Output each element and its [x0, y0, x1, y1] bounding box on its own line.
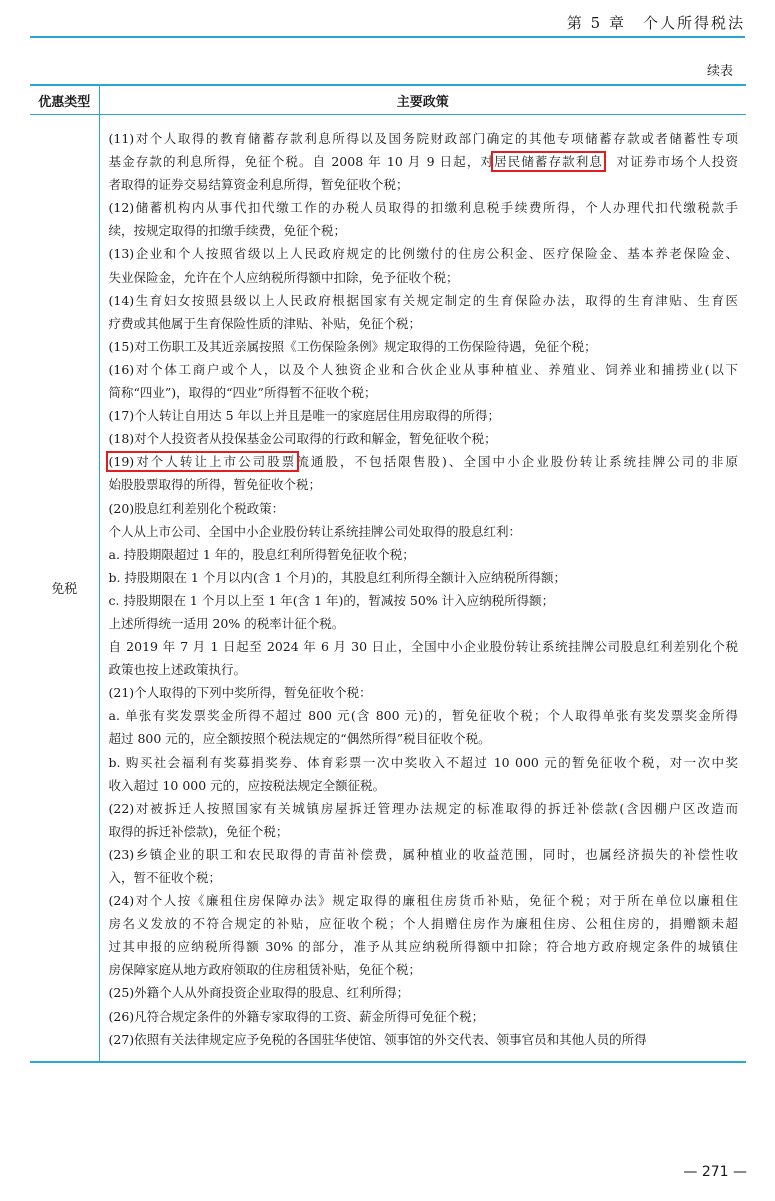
- policy-line: (24)对个人按《廉租住房保障办法》规定取得的廉租住房货币补贴，免征个税；对于所在单位以廉租住: [108, 893, 738, 909]
- policy-line: 过其申报的应纳税所得额 30% 的部分，准予从其应纳税所得额中扣除；符合地方政府规定条件的城镇住: [108, 939, 738, 955]
- policy-line: 基金存款的利息所得，免征个税。自 2008 年 10 月 9 日起，对居民储蓄存款利息，对证券市场个人投资: [108, 154, 738, 170]
- policy-line: (27)依照有关法律规定应予免税的各国驻华使馆、领事馆的外交代表、领事官员和其他人员的所得: [108, 1031, 647, 1047]
- table-row: [30, 115, 746, 1062]
- policy-line: a. 持股期限超过 1 年的，股息红利所得暂免征收个税；: [108, 546, 415, 562]
- policy-line: (21)个人取得的下列中奖所得，暂免征收个税：: [108, 685, 372, 701]
- policy-line: 失业保险金，允许在个人应纳税所得额中扣除，免予征收个税；: [108, 269, 459, 285]
- column-header-type: 优惠类型: [30, 85, 99, 115]
- policy-table: [30, 84, 746, 1063]
- policy-content-cell: [99, 115, 746, 1062]
- page-number: — 271 —: [683, 1164, 747, 1180]
- policy-line: 入，暂不征收个税；: [108, 870, 222, 885]
- table-header-row: [30, 85, 746, 115]
- policy-line: 者取得的证券交易结算资金利息所得，暂免征收个税；: [108, 177, 409, 193]
- policy-line: a. 单张有奖发票奖金所得不超过 800 元(含 800 元)的，暂免征收个税；个人取得单张有奖发票奖金所得: [108, 708, 738, 724]
- policy-line: b. 购买社会福利有奖募捐奖券、体育彩票一次中奖收入不超过 10 000 元的暂免征收个税，对一次中奖: [108, 754, 738, 770]
- policy-line: (19)对个人转让上市公司股票流通股，不包括限售股)、全国中小企业股份转让系统挂牌公司的非原: [108, 454, 738, 470]
- policy-line: (17)个人转让自用达 5 年以上并且是唯一的家庭居住用房取得的所得；: [108, 408, 501, 424]
- policy-line: (20)股息红利差别化个税政策：: [108, 500, 285, 516]
- policy-line: 房保障家庭从地方政府领取的住房租赁补贴，免征个税；: [108, 962, 422, 978]
- policy-line: (16)对个体工商户或个人，以及个人独资企业和合伙企业从事种植业、养殖业、饲养业和捕捞业(以下: [108, 361, 738, 377]
- policy-line: c. 持股期限在 1 个月以上至 1 年(含 1 年)的，暂减按 50% 计入应纳税所得额；: [108, 592, 555, 608]
- continued-label: 续表: [706, 64, 733, 79]
- column-header-policy: 主要政策: [99, 85, 746, 115]
- policy-line: 取得的拆迁补偿款)，免征个税；: [108, 823, 289, 839]
- policy-line: b. 持股期限在 1 个月以内(含 1 个月)的，其股息红利所得全额计入应纳税所得额；: [108, 569, 567, 585]
- policy-line: (25)外籍个人从外商投资企业取得的股息、红利所得；: [108, 985, 410, 1001]
- policy-line: (18)对个人投资者从投保基金公司取得的行政和解金，暂免征收个税；: [108, 431, 497, 447]
- policy-line: 续，按规定取得的扣缴手续费，免征个税；: [108, 223, 347, 239]
- header-rule: [30, 36, 745, 38]
- highlight-box: (19)对个人转让上市公司股票: [108, 454, 297, 470]
- policy-line: (13)企业和个人按照省级以上人民政府规定的比例缴付的住房公积金、医疗保险金、基本养老保险金、: [108, 246, 738, 262]
- policy-line: (22)对被拆迁人按照国家有关城镇房屋拆迁管理办法规定的标准取得的拆迁补偿款(含因棚户区改造而: [108, 800, 738, 816]
- policy-line: (15)对工伤职工及其近亲属按照《工伤保险条例》规定取得的工伤保险待遇，免征个税；: [108, 338, 597, 354]
- policy-line: (14)生育妇女按照县级以上人民政府根据国家有关规定制定的生育保险办法，取得的生育津贴、生育医: [108, 292, 738, 308]
- policy-line: 简称“四业”)，取得的“四业”所得暂不征收个税；: [108, 385, 377, 401]
- policy-line: 政策也按上述政策执行。: [108, 662, 247, 678]
- chapter-header-title: 第 5 章 个人所得税法: [566, 14, 745, 32]
- policy-line: (26)凡符合规定条件的外籍专家取得的工资、薪金所得可免征个税；: [108, 1008, 485, 1024]
- policy-line: 自 2019 年 7 月 1 日起至 2024 年 6 月 30 日止，全国中小企业股份转让系统挂牌公司股息红利差别化个税: [108, 639, 738, 655]
- policy-line: 房名义发放的不符合规定的补贴，应征收个税；个人捐赠住房作为廉租住房、公租住房的，捐赠额未超: [108, 916, 738, 932]
- policy-line: 超过 800 元的，应全额按照个税法规定的“偶然所得”税目征收个税。: [108, 731, 491, 747]
- policy-line: 疗费或其他属于生育保险性质的津贴、补贴，免征个税；: [108, 315, 422, 331]
- policy-line: 上述所得统一适用 20% 的税率计征个税。: [108, 615, 345, 631]
- highlight-box: 居民储蓄存款利息: [494, 154, 603, 170]
- policy-line: 收入超过 10 000 元的，应按税法规定全额征税。: [108, 777, 386, 793]
- policy-line: 始股股票取得的所得，暂免征收个税；: [108, 477, 322, 493]
- policy-line: (12)储蓄机构内从事代扣代缴工作的办税人员取得的扣缴利息税手续费所得，个人办理代扣代缴税款手: [108, 200, 738, 216]
- row-type-cell: 免税: [30, 115, 99, 1062]
- policy-line: (23)乡镇企业的职工和农民取得的青苗补偿费，属种植业的收益范围，同时，也属经济损失的补偿性收: [108, 846, 738, 862]
- policy-line: (11)对个人取得的教育储蓄存款利息所得以及国务院财政部门确定的其他专项储蓄存款或者储蓄性专项: [108, 131, 738, 146]
- policy-line: 个人从上市公司、全国中小企业股份转让系统挂牌公司处取得的股息红利：: [108, 523, 522, 539]
